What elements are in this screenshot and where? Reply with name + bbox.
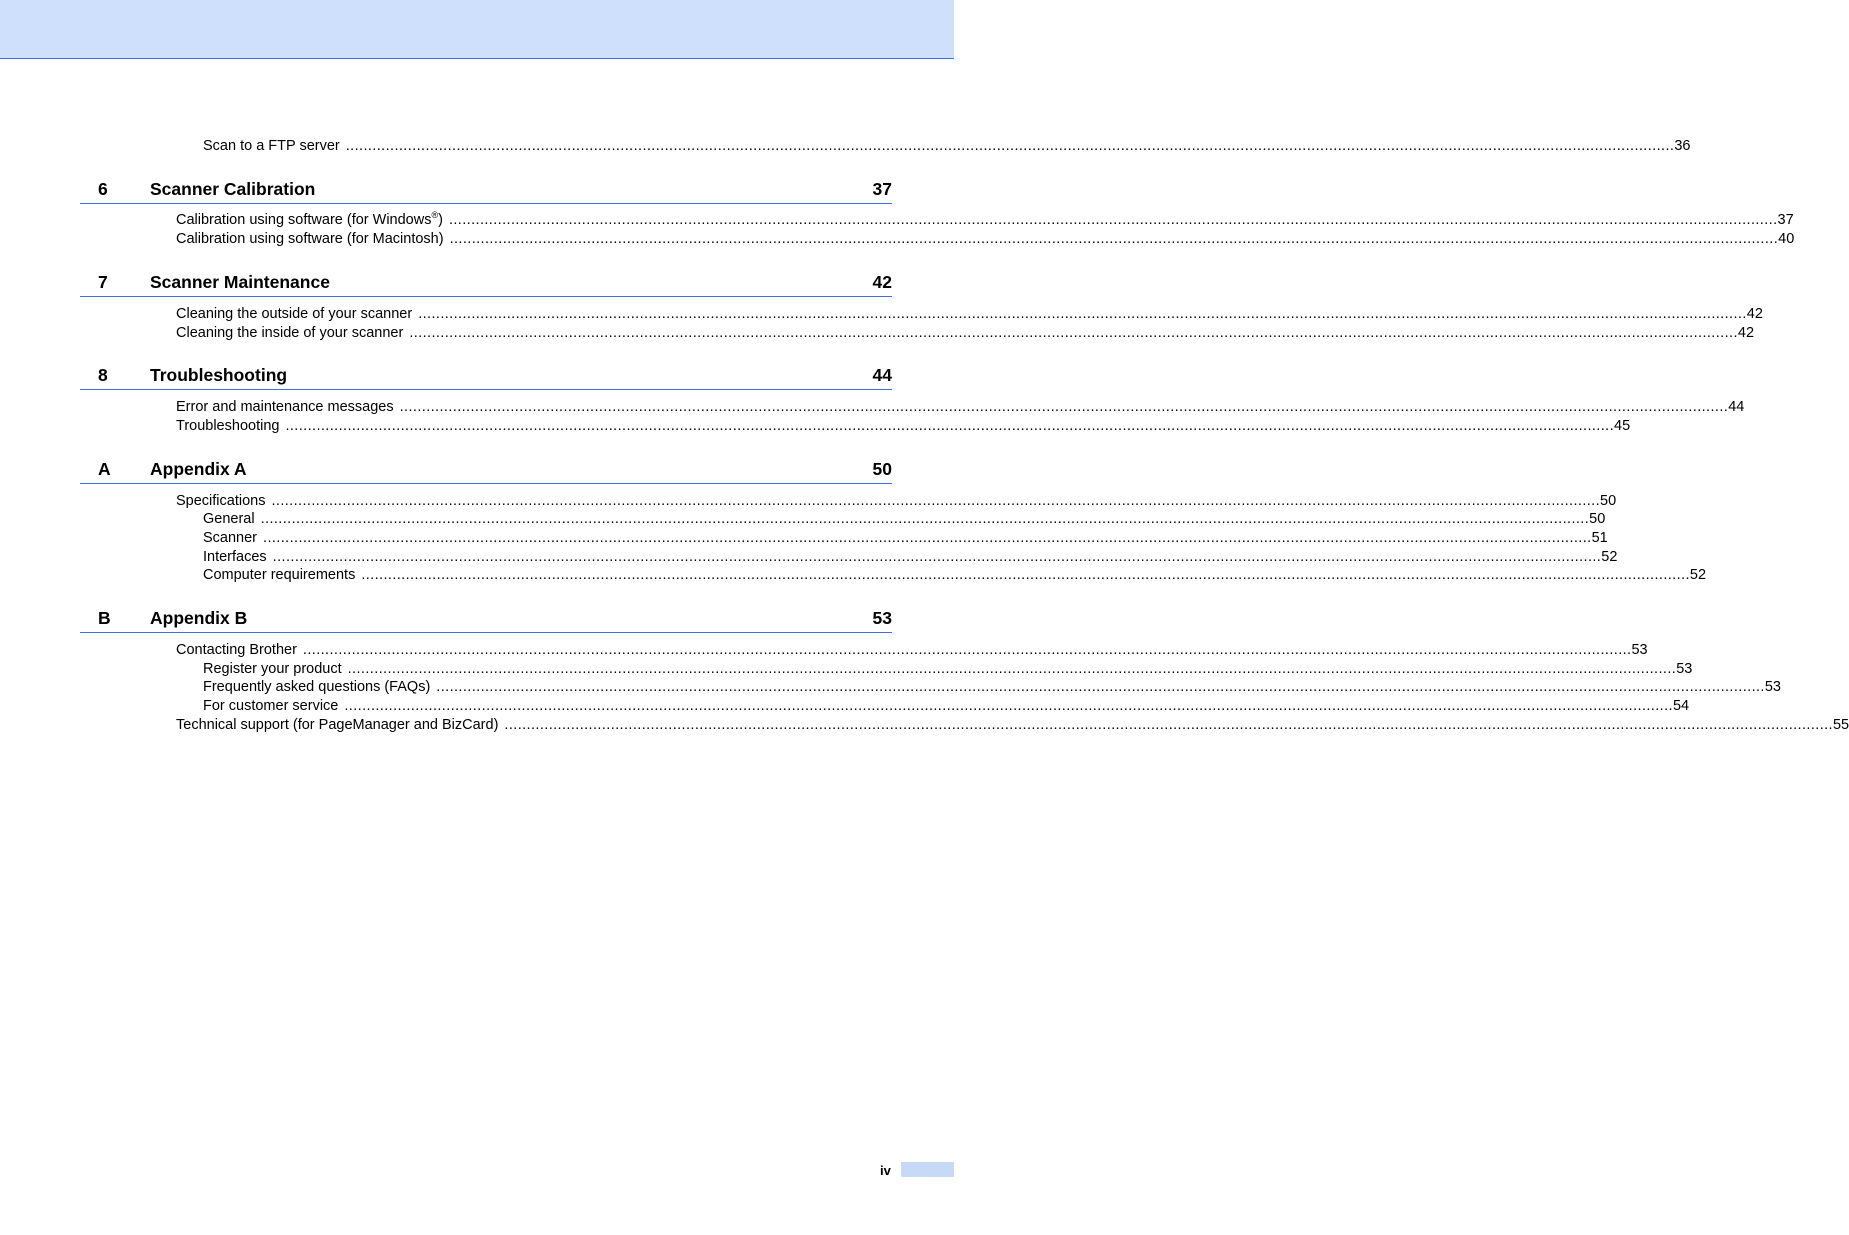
dot-leader: ............................................................................................................................................................................................................................................................................................................ bbox=[504, 717, 1833, 733]
dot-leader: ............................................................................................................................................................................................................................................................................................................ bbox=[302, 642, 1632, 658]
toc-entry-interfaces[interactable] bbox=[203, 548, 1618, 567]
toc-entry-title-main: Calibration using software (for Windows bbox=[176, 212, 432, 228]
toc-entry-faqs[interactable] bbox=[203, 678, 1781, 697]
chapter-heading-7[interactable] bbox=[80, 272, 892, 297]
toc-entry-page: 45 bbox=[1614, 418, 1631, 434]
footer-tab bbox=[901, 1162, 954, 1177]
toc-entry-page: 50 bbox=[1600, 493, 1617, 509]
chapter-number: 7 bbox=[98, 272, 108, 292]
toc-entry-title: Frequently asked questions (FAQs) bbox=[203, 679, 431, 695]
toc-entry-page: 44 bbox=[1728, 399, 1745, 415]
toc-entry-calibration-macintosh[interactable] bbox=[176, 230, 1795, 249]
toc-entry-page: 40 bbox=[1778, 231, 1795, 247]
toc-entry-computer-requirements[interactable] bbox=[203, 566, 1707, 585]
toc-entry-page: 42 bbox=[1746, 306, 1763, 322]
toc-entry-title bbox=[176, 211, 449, 230]
registered-mark: ® bbox=[431, 210, 439, 221]
dot-leader: ............................................................................................................................................................................................................................................................................................................ bbox=[345, 138, 1675, 154]
toc-entry-title: Interfaces bbox=[203, 549, 267, 565]
toc-entry-title: Contacting Brother bbox=[176, 642, 297, 658]
dot-leader: ............................................................................................................................................................................................................................................................................................................ bbox=[260, 511, 1590, 527]
chapter-heading-appendix-a[interactable] bbox=[80, 459, 892, 484]
dot-leader: ............................................................................................................................................................................................................................................................................................................ bbox=[271, 493, 1601, 509]
toc-entry-page: 55 bbox=[1832, 717, 1849, 733]
dot-leader: ............................................................................................................................................................................................................................................................................................................ bbox=[361, 567, 1690, 583]
chapter-number: 8 bbox=[98, 365, 108, 385]
chapter-title: Scanner Maintenance bbox=[150, 272, 330, 292]
toc-entry-page: 54 bbox=[1672, 698, 1690, 714]
toc-entry-cleaning-outside[interactable] bbox=[176, 305, 1763, 324]
chapter-number: 6 bbox=[98, 179, 108, 199]
dot-leader: ............................................................................................................................................................................................................................................................................................................ bbox=[418, 306, 1747, 322]
toc-entry-cleaning-inside[interactable] bbox=[176, 324, 1755, 343]
toc-entry-calibration-windows[interactable] bbox=[176, 210, 1794, 230]
dot-leader: ............................................................................................................................................................................................................................................................................................................ bbox=[344, 698, 1673, 714]
dot-leader: ............................................................................................................................................................................................................................................................................................................ bbox=[436, 679, 1765, 695]
chapter-page: 53 bbox=[872, 608, 892, 628]
chapter-title: Appendix A bbox=[150, 459, 247, 479]
toc-entry-title: Cleaning the inside of your scanner bbox=[176, 325, 404, 341]
toc-entry-title: Scan to a FTP server bbox=[203, 138, 340, 154]
toc-entry-contacting-brother[interactable] bbox=[176, 641, 1648, 660]
toc-entry-page: 53 bbox=[1631, 642, 1648, 658]
toc-entry-title: Register your product bbox=[203, 661, 342, 677]
dot-leader: ............................................................................................................................................................................................................................................................................................................ bbox=[399, 399, 1729, 415]
chapter-number: A bbox=[98, 459, 111, 479]
chapter-title: Appendix B bbox=[150, 608, 248, 628]
toc-entry-title: Technical support (for PageManager and BizCard) bbox=[176, 717, 499, 733]
page-number: iv bbox=[880, 1163, 891, 1178]
toc-entry-title: Scanner bbox=[203, 530, 258, 546]
chapter-page: 37 bbox=[872, 179, 892, 199]
chapter-title: Scanner Calibration bbox=[150, 179, 316, 199]
dot-leader: ............................................................................................................................................................................................................................................................................................................ bbox=[272, 549, 1602, 565]
toc-entry-page: 52 bbox=[1601, 549, 1618, 565]
chapter-page: 42 bbox=[872, 272, 892, 292]
toc-entry-title: Cleaning the outside of your scanner bbox=[176, 306, 413, 322]
dot-leader: ............................................................................................................................................................................................................................................................................................................ bbox=[347, 661, 1677, 677]
chapter-heading-appendix-b[interactable] bbox=[80, 608, 892, 633]
dot-leader: ............................................................................................................................................................................................................................................................................................................ bbox=[449, 231, 1779, 247]
toc-entry-title: Troubleshooting bbox=[176, 418, 280, 434]
toc-entry-register-product[interactable] bbox=[203, 660, 1693, 679]
toc-entry-page: 53 bbox=[1764, 679, 1781, 695]
toc-entry-scanner[interactable] bbox=[203, 529, 1608, 548]
toc-entry-general[interactable] bbox=[203, 510, 1606, 529]
chapter-heading-8[interactable] bbox=[80, 365, 892, 390]
toc-entry-page: 36 bbox=[1674, 138, 1691, 154]
chapter-heading-6[interactable] bbox=[80, 179, 892, 204]
toc-entry-page: 51 bbox=[1591, 530, 1608, 546]
toc-entry-page: 42 bbox=[1737, 325, 1755, 341]
toc-entry-title: For customer service bbox=[203, 698, 339, 714]
chapter-page: 50 bbox=[872, 459, 892, 479]
toc-entry-title-tail: ) bbox=[438, 212, 443, 228]
toc-entry-title: Specifications bbox=[176, 493, 266, 509]
toc-entry-title: General bbox=[203, 511, 255, 527]
toc-entry-technical-support[interactable] bbox=[176, 716, 1849, 735]
chapter-title: Troubleshooting bbox=[150, 365, 288, 385]
toc-entry-title: Error and maintenance messages bbox=[176, 399, 394, 415]
toc-entry-page: 52 bbox=[1689, 567, 1707, 583]
dot-leader: ............................................................................................................................................................................................................................................................................................................ bbox=[409, 325, 1738, 341]
dot-leader: ............................................................................................................................................................................................................................................................................................................ bbox=[285, 418, 1615, 434]
toc-entry-page: 50 bbox=[1589, 511, 1606, 527]
toc-entry-title: Calibration using software (for Macintosh) bbox=[176, 231, 444, 247]
chapter-number: B bbox=[98, 608, 111, 628]
dot-leader: ............................................................................................................................................................................................................................................................................................................ bbox=[263, 530, 1592, 546]
toc-entry-specifications[interactable] bbox=[176, 492, 1617, 511]
toc-entry-scan-ftp[interactable] bbox=[203, 137, 1691, 156]
toc-entry-title: Computer requirements bbox=[203, 567, 356, 583]
chapter-page: 44 bbox=[872, 365, 892, 385]
toc-entry-troubleshooting[interactable] bbox=[176, 417, 1631, 436]
dot-leader: ............................................................................................................................................................................................................................................................................................................ bbox=[448, 212, 1778, 228]
toc-entry-error-messages[interactable] bbox=[176, 398, 1745, 417]
toc-entry-customer-service[interactable] bbox=[203, 697, 1690, 716]
toc-entry-page: 37 bbox=[1777, 212, 1794, 228]
header-band bbox=[0, 0, 954, 59]
toc-entry-page: 53 bbox=[1676, 661, 1693, 677]
